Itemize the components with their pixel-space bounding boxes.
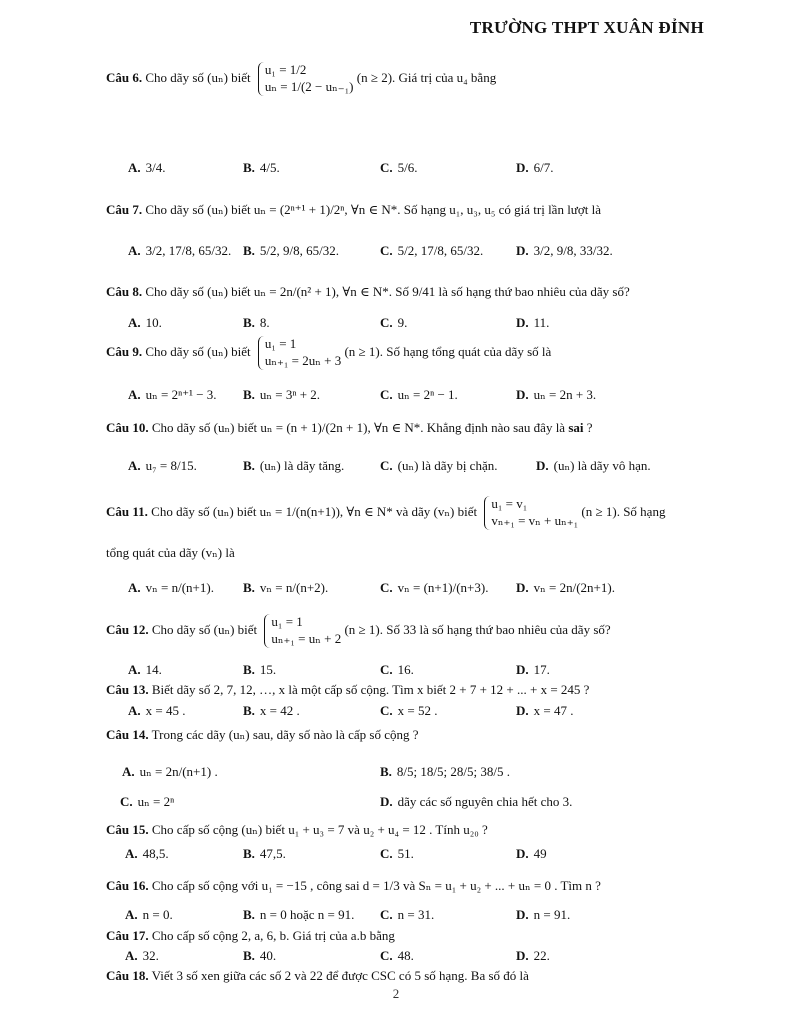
text-fragment: A.	[128, 580, 141, 595]
text-fragment: A.	[128, 315, 141, 330]
text-fragment: (n ≥ 1). Số hạng tổng quát của dãy số là	[344, 343, 552, 359]
answer-7b[interactable]	[243, 243, 339, 259]
question-15	[106, 822, 716, 838]
answer-10a[interactable]	[128, 458, 197, 474]
text-fragment: x = 45 .	[145, 703, 186, 718]
text-fragment: Biết dãy số 2, 7, 12, …, x là một cấp số cộng. Tìm x biết 2 + 7 + 12 + ... + x = 245 ?	[151, 682, 590, 697]
answer-17b[interactable]	[243, 948, 276, 964]
text-fragment: sai	[568, 420, 584, 435]
text-fragment: n = 0 hoặc n = 91.	[259, 907, 355, 922]
text-fragment: 3/2, 9/8, 33/32.	[533, 243, 613, 258]
text-fragment: 17.	[533, 662, 550, 677]
text-fragment: Cho dãy số (uₙ) biết uₙ = (n + 1)/(2n + 1), ∀n ∈ N*. Khẳng định nào sau đây là	[151, 420, 566, 435]
text-fragment: uₙ = 1/(2 − uₙ₋₁)	[264, 78, 354, 94]
text-fragment: C.	[380, 580, 393, 595]
text-fragment: A.	[128, 160, 141, 175]
text-fragment: 14.	[145, 662, 162, 677]
answer-10d[interactable]	[536, 458, 651, 474]
answer-13b[interactable]	[243, 703, 300, 719]
text-fragment: D.	[516, 387, 529, 402]
text-fragment: Câu 7.	[106, 202, 143, 217]
answer-9c[interactable]	[380, 387, 458, 403]
question-6	[106, 62, 716, 96]
text-fragment: B.	[243, 662, 255, 677]
answer-14b[interactable]	[380, 764, 510, 780]
answer-16b[interactable]	[243, 907, 354, 923]
text-fragment: B.	[243, 846, 255, 861]
answer-17d[interactable]	[516, 948, 550, 964]
text-fragment: A.	[128, 662, 141, 677]
text-fragment: C.	[380, 703, 393, 718]
text-fragment: vₙ₊₁ = vₙ + uₙ₊₁	[491, 512, 579, 528]
text-fragment: vₙ = 2n/(2n+1).	[533, 580, 615, 595]
text-fragment: D.	[380, 794, 393, 809]
system-brace	[258, 336, 341, 370]
text-fragment: uₙ = 2n/(n+1) .	[139, 764, 218, 779]
answer-15b[interactable]	[243, 846, 286, 862]
text-fragment: (uₙ) là dãy bị chặn.	[397, 458, 498, 473]
text-fragment: Câu 11.	[106, 503, 148, 519]
text-fragment: Câu 12.	[106, 621, 149, 637]
system-brace	[484, 496, 578, 530]
text-fragment: Trong các dãy (uₙ) sau, dãy số nào là cấp số cộng ?	[151, 727, 419, 742]
question-7	[106, 202, 716, 218]
answer-6d[interactable]	[516, 160, 554, 176]
answer-8a[interactable]	[128, 315, 162, 331]
text-fragment: C.	[380, 243, 393, 258]
text-fragment: uₙ = 2ⁿ	[137, 794, 175, 809]
text-fragment: A.	[128, 243, 141, 258]
text-fragment: Câu 18.	[106, 968, 149, 983]
text-fragment: 11.	[533, 315, 550, 330]
text-fragment: uₙ₊₁ = uₙ + 2	[271, 630, 342, 646]
answer-13c[interactable]	[380, 703, 437, 719]
answer-7d[interactable]	[516, 243, 613, 259]
text-fragment: D.	[516, 948, 529, 963]
answer-16c[interactable]	[380, 907, 434, 923]
text-fragment: (uₙ) là dãy tăng.	[259, 458, 345, 473]
answer-10b[interactable]	[243, 458, 344, 474]
answer-14d[interactable]	[380, 794, 572, 810]
text-fragment: Viết 3 số xen giữa các số 2 và 22 để được CSC có 5 số hạng. Ba số đó là	[151, 968, 529, 983]
text-fragment: Cho cấp số cộng với u₁ = −15 , công sai d = 1/3 và Sₙ = u₁ + u₂ + ... + uₙ = 0 . Tìm n ?	[151, 878, 601, 893]
text-fragment: 16.	[397, 662, 414, 677]
text-fragment: ?	[586, 420, 593, 435]
text-fragment: Câu 15.	[106, 822, 149, 837]
answer-16a[interactable]	[125, 907, 173, 923]
text-fragment: A.	[128, 387, 141, 402]
text-fragment: 5/2, 9/8, 65/32.	[259, 243, 340, 258]
text-fragment: dãy các số nguyên chia hết cho 3.	[397, 794, 573, 809]
question-11-line2	[106, 545, 716, 561]
text-fragment: 3/2, 17/8, 65/32.	[145, 243, 232, 258]
text-fragment: n = 31.	[397, 907, 435, 922]
answer-7c[interactable]	[380, 243, 483, 259]
text-fragment: vₙ = n/(n+1).	[145, 580, 214, 595]
answer-6a[interactable]	[128, 160, 166, 176]
text-fragment: D.	[516, 580, 529, 595]
text-fragment: A.	[125, 846, 138, 861]
text-fragment: 5/6.	[397, 160, 418, 175]
text-fragment: C.	[380, 315, 393, 330]
text-fragment: 48,5.	[142, 846, 169, 861]
answer-17a[interactable]	[125, 948, 159, 964]
text-fragment: D.	[516, 907, 529, 922]
answer-17c[interactable]	[380, 948, 414, 964]
text-fragment: u₁ = v₁	[491, 496, 528, 511]
question-13	[106, 682, 716, 698]
text-fragment: D.	[516, 315, 529, 330]
answer-9d[interactable]	[516, 387, 596, 403]
text-fragment: 10.	[145, 315, 162, 330]
answer-6c[interactable]	[380, 160, 418, 176]
text-fragment: C.	[380, 846, 393, 861]
text-fragment: Câu 16.	[106, 878, 149, 893]
text-fragment: C.	[380, 458, 393, 473]
text-fragment: B.	[243, 948, 255, 963]
answer-12b[interactable]	[243, 662, 276, 678]
answer-15a[interactable]	[125, 846, 169, 862]
text-fragment: tổng quát của dãy (vₙ) là	[106, 545, 235, 560]
text-fragment: Câu 17.	[106, 928, 149, 943]
text-fragment: B.	[380, 764, 392, 779]
answer-14c[interactable]	[120, 794, 174, 810]
answer-8d[interactable]	[516, 315, 549, 331]
text-fragment: C.	[380, 387, 393, 402]
text-fragment: C.	[380, 907, 393, 922]
school-header: TRƯỜNG THPT XUÂN ĐỈNH	[469, 18, 704, 37]
text-fragment: uₙ = 3ⁿ + 2.	[259, 387, 321, 402]
text-fragment: Cho dãy số (uₙ) biết uₙ = 1/(n(n+1)), ∀n ∈ N* và dãy (vₙ) biết	[151, 503, 478, 519]
answer-9b[interactable]	[243, 387, 320, 403]
text-fragment: vₙ = n/(n+2).	[259, 580, 329, 595]
answer-10c[interactable]	[380, 458, 497, 474]
answer-6b[interactable]	[243, 160, 280, 176]
text-fragment: Cho dãy số (uₙ) biết	[151, 621, 258, 637]
question-9	[106, 336, 716, 370]
text-fragment: B.	[243, 458, 255, 473]
text-fragment: Cho cấp số cộng 2, a, 6, b. Giá trị của a.b bằng	[151, 928, 395, 943]
answer-11b[interactable]	[243, 580, 328, 596]
text-fragment: Câu 14.	[106, 727, 149, 742]
answer-13d[interactable]	[516, 703, 573, 719]
text-fragment: 49	[533, 846, 547, 861]
text-fragment: C.	[380, 160, 393, 175]
text-fragment: Cho dãy số (uₙ) biết uₙ = 2n/(n² + 1), ∀n ∈ N*. Số 9/41 là số hạng thứ bao nhiêu của dãy số?	[145, 284, 630, 299]
text-fragment: (n ≥ 1). Số hạng	[581, 503, 666, 519]
answer-13a[interactable]	[128, 703, 185, 719]
answer-7a[interactable]	[128, 243, 231, 259]
question-10	[106, 420, 716, 436]
text-fragment: uₙ = 2ⁿ − 1.	[397, 387, 458, 402]
text-fragment: 8/5; 18/5; 28/5; 38/5 .	[396, 764, 510, 779]
text-fragment: A.	[128, 458, 141, 473]
text-fragment: Câu 8.	[106, 284, 143, 299]
text-fragment: uₙ = 2n + 3.	[533, 387, 597, 402]
text-fragment: 8.	[259, 315, 270, 330]
text-fragment: Câu 13.	[106, 682, 149, 697]
text-fragment: n = 0.	[142, 907, 173, 922]
text-fragment: 32.	[142, 948, 159, 963]
text-fragment: (n ≥ 2). Giá trị của u₄ bằng	[356, 69, 497, 85]
text-fragment: u₁ = 1	[264, 336, 297, 351]
text-fragment: A.	[125, 948, 138, 963]
text-fragment: Cho dãy số (uₙ) biết	[145, 69, 251, 85]
text-fragment: Câu 6.	[106, 69, 143, 85]
text-fragment: 5/2, 17/8, 65/32.	[397, 243, 484, 258]
answer-11c[interactable]	[380, 580, 488, 596]
text-fragment: 6/7.	[533, 160, 554, 175]
text-fragment: 22.	[533, 948, 550, 963]
text-fragment: D.	[536, 458, 549, 473]
question-8	[106, 284, 716, 300]
text-fragment: D.	[516, 160, 529, 175]
text-fragment: 3/4.	[145, 160, 166, 175]
text-fragment: D.	[516, 662, 529, 677]
question-16	[106, 878, 716, 894]
text-fragment: D.	[516, 243, 529, 258]
text-fragment: B.	[243, 243, 255, 258]
text-fragment: 48.	[397, 948, 414, 963]
system-brace	[264, 614, 341, 648]
question-17	[106, 928, 716, 944]
text-fragment: 15.	[259, 662, 277, 677]
text-fragment: C.	[380, 662, 393, 677]
text-fragment: 4/5.	[259, 160, 280, 175]
page-number: 2	[392, 986, 400, 1001]
text-fragment: Câu 9.	[106, 343, 143, 359]
answer-8c[interactable]	[380, 315, 407, 331]
answer-8b[interactable]	[243, 315, 270, 331]
text-fragment: A.	[128, 703, 141, 718]
answer-9a[interactable]	[128, 387, 217, 403]
text-fragment: 51.	[397, 846, 414, 861]
text-fragment: B.	[243, 387, 255, 402]
text-fragment: (n ≥ 1). Số 33 là số hạng thứ bao nhiêu của dãy số?	[344, 621, 611, 637]
answer-12c[interactable]	[380, 662, 414, 678]
text-fragment: B.	[243, 703, 255, 718]
text-fragment: x = 52 .	[397, 703, 438, 718]
text-fragment: B.	[243, 160, 255, 175]
answer-14a[interactable]	[122, 764, 218, 780]
text-fragment: vₙ = (n+1)/(n+3).	[397, 580, 489, 595]
answer-11a[interactable]	[128, 580, 214, 596]
text-fragment: x = 47 .	[533, 703, 574, 718]
answer-12d[interactable]	[516, 662, 550, 678]
question-18	[106, 968, 716, 984]
answer-15c[interactable]	[380, 846, 414, 862]
question-14	[106, 727, 716, 743]
text-fragment: uₙ₊₁ = 2uₙ + 3	[264, 352, 342, 368]
system-brace	[258, 62, 354, 96]
text-fragment: 40.	[259, 948, 277, 963]
text-fragment: C.	[380, 948, 393, 963]
answer-11d[interactable]	[516, 580, 615, 596]
text-fragment: B.	[243, 315, 255, 330]
answer-15d[interactable]	[516, 846, 547, 862]
text-fragment: n = 91.	[533, 907, 571, 922]
text-fragment: 9.	[397, 315, 408, 330]
text-fragment: 47,5.	[259, 846, 286, 861]
text-fragment: B.	[243, 907, 255, 922]
text-fragment: u₇ = 8/15.	[145, 458, 197, 473]
text-fragment: C.	[120, 794, 133, 809]
question-11	[106, 496, 716, 530]
text-fragment: Câu 10.	[106, 420, 149, 435]
text-fragment: (uₙ) là dãy vô hạn.	[553, 458, 651, 473]
text-fragment: A.	[125, 907, 138, 922]
text-fragment: Cho dãy số (uₙ) biết uₙ = (2ⁿ⁺¹ + 1)/2ⁿ, ∀n ∈ N*. Số hạng u₁, u₃, u₅ có giá trị lần lượt là	[145, 202, 601, 217]
answer-12a[interactable]	[128, 662, 162, 678]
text-fragment: B.	[243, 580, 255, 595]
question-12	[106, 614, 716, 648]
text-fragment: u₁ = 1/2	[264, 62, 307, 77]
text-fragment: Cho cấp số cộng (uₙ) biết u₁ + u₃ = 7 và u₂ + u₄ = 12 . Tính u₂₀ ?	[151, 822, 488, 837]
text-fragment: D.	[516, 703, 529, 718]
text-fragment: x = 42 .	[259, 703, 300, 718]
text-fragment: A.	[122, 764, 135, 779]
text-fragment: D.	[516, 846, 529, 861]
text-fragment: Cho dãy số (uₙ) biết	[145, 343, 251, 359]
text-fragment: u₁ = 1	[271, 614, 303, 629]
text-fragment: uₙ = 2ⁿ⁺¹ − 3.	[145, 387, 217, 402]
answer-16d[interactable]	[516, 907, 570, 923]
